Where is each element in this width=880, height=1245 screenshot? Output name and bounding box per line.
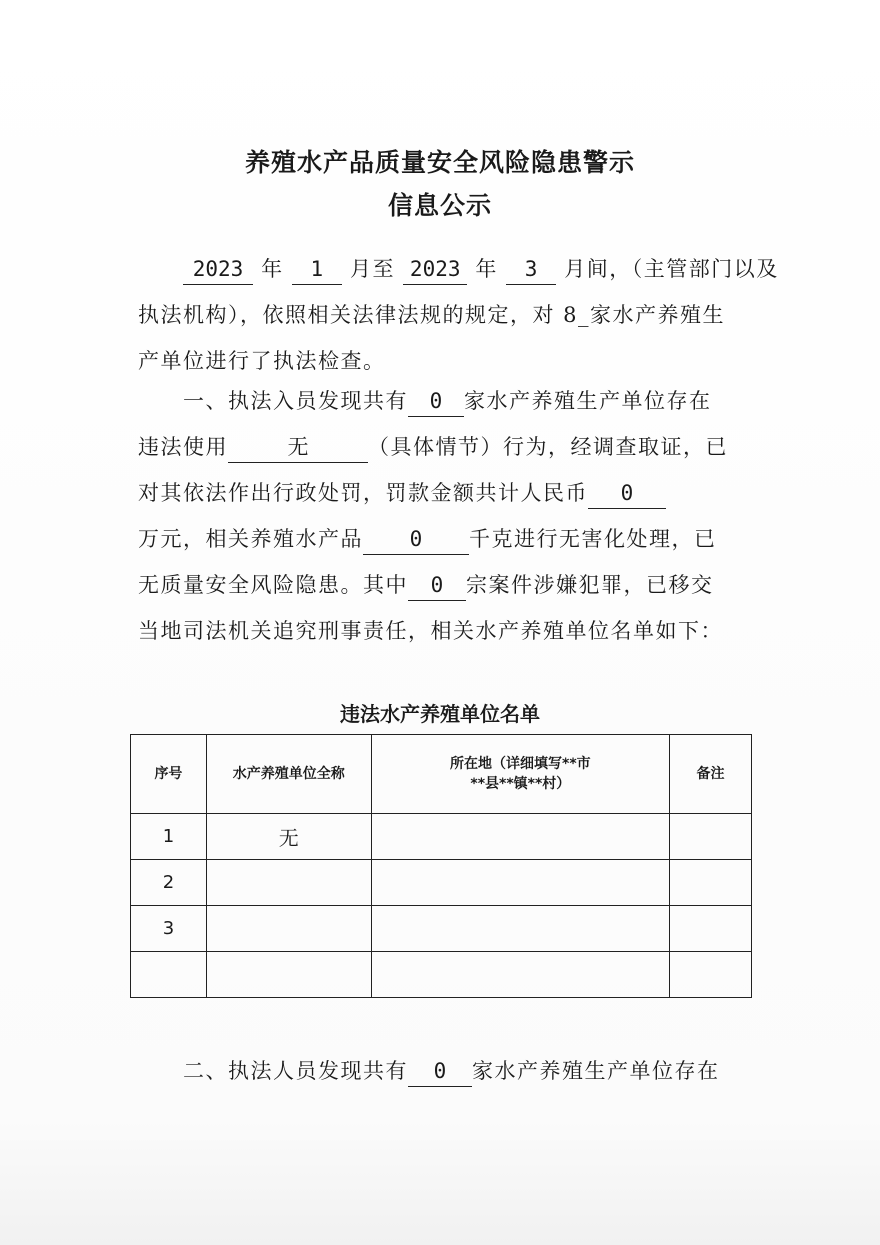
section-one-line-4 [138, 516, 748, 562]
table-row [131, 952, 752, 998]
cell-unit-name: 无 [206, 814, 371, 860]
cell-location [371, 814, 670, 860]
header-location-line-1: 所在地（详细填写**市 [450, 756, 591, 772]
section-one-paragraph [138, 378, 748, 654]
cell-location [371, 860, 670, 906]
intro-paragraph [138, 246, 779, 384]
cell-remark [670, 906, 752, 952]
header-location-line-2: **县**镇**村） [470, 776, 571, 792]
cell-no [131, 952, 207, 998]
section-one-after-count: 家水产养殖生产单位存在 [464, 389, 712, 413]
start-year-field: 2023 [183, 254, 253, 285]
text-illegal-use: 违法使用 [138, 435, 228, 459]
table-row [131, 860, 752, 906]
table-row [131, 906, 752, 952]
intro-line-1 [138, 246, 779, 292]
cell-no: 1 [131, 814, 207, 860]
document-subtitle: 信息公示 [387, 191, 492, 220]
product-kg-field: 0 [363, 524, 469, 555]
header-location [371, 735, 670, 814]
text-year-2: 年 [467, 257, 507, 281]
section-two-line-1 [138, 1048, 748, 1094]
text-fine: 对其依法作出行政处罚，罚款金额共计人民币 [138, 481, 588, 505]
cell-unit-name [206, 860, 371, 906]
text-details: （具体情节）行为，经调查取证，已 [368, 435, 728, 459]
cell-no: 2 [131, 860, 207, 906]
table-row [131, 814, 752, 860]
cell-remark [670, 814, 752, 860]
intro-line-2: 执法机构），依照相关法律法规的规定，对 8_家水产养殖生 [138, 303, 726, 327]
cell-remark [670, 860, 752, 906]
table-header-row [131, 735, 752, 814]
section-one-line-2 [138, 424, 748, 470]
violating-units-count: 0 [408, 386, 464, 417]
text-no-risk: 无质量安全风险隐患。其中 [138, 573, 408, 597]
section-two-lead: 二、执法人员发现共有 [138, 1059, 408, 1083]
text-month-to: 月至 [341, 257, 404, 281]
cell-unit-name [206, 906, 371, 952]
section-one-lead: 一、执法入员发现共有 [138, 389, 408, 413]
cell-no: 3 [131, 906, 207, 952]
section-two-after-count: 家水产养殖生产单位存在 [472, 1059, 720, 1083]
fine-amount-field: 0 [588, 478, 666, 509]
text-year: 年 [253, 257, 292, 281]
text-between: 月间，（主管部门以及 [556, 257, 779, 281]
cell-location [371, 906, 670, 952]
cell-remark [670, 952, 752, 998]
substance-field: 无 [228, 432, 368, 463]
document-title: 养殖水产品质量安全风险隐患警示 [244, 148, 635, 177]
text-transfer: 宗案件涉嫌犯罪，已移交 [466, 573, 714, 597]
indent [138, 257, 183, 281]
table-title: 违法水产养殖单位名单 [340, 702, 540, 726]
section-one-line-6: 当地司法机关追究刑事责任，相关水产养殖单位名单如下： [138, 619, 723, 643]
section-two-units-count: 0 [408, 1056, 472, 1087]
cell-unit-name [206, 952, 371, 998]
text-harmless: 千克进行无害化处理，已 [469, 527, 717, 551]
section-one-line-5 [138, 562, 748, 608]
end-month-field: 3 [506, 254, 556, 285]
header-remark: 备注 [670, 735, 752, 814]
section-one-line-1 [138, 378, 748, 424]
criminal-cases-field: 0 [408, 570, 466, 601]
start-month-field: 1 [292, 254, 342, 285]
end-year-field: 2023 [403, 254, 467, 285]
section-two-paragraph [138, 1048, 748, 1094]
section-one-line-3 [138, 470, 748, 516]
header-no: 序号 [131, 735, 207, 814]
violating-units-table [130, 734, 752, 998]
header-unit-name: 水产养殖单位全称 [206, 735, 371, 814]
cell-location [371, 952, 670, 998]
intro-line-3: 产单位进行了执法检查。 [138, 349, 386, 373]
text-products: 万元，相关养殖水产品 [138, 527, 363, 551]
